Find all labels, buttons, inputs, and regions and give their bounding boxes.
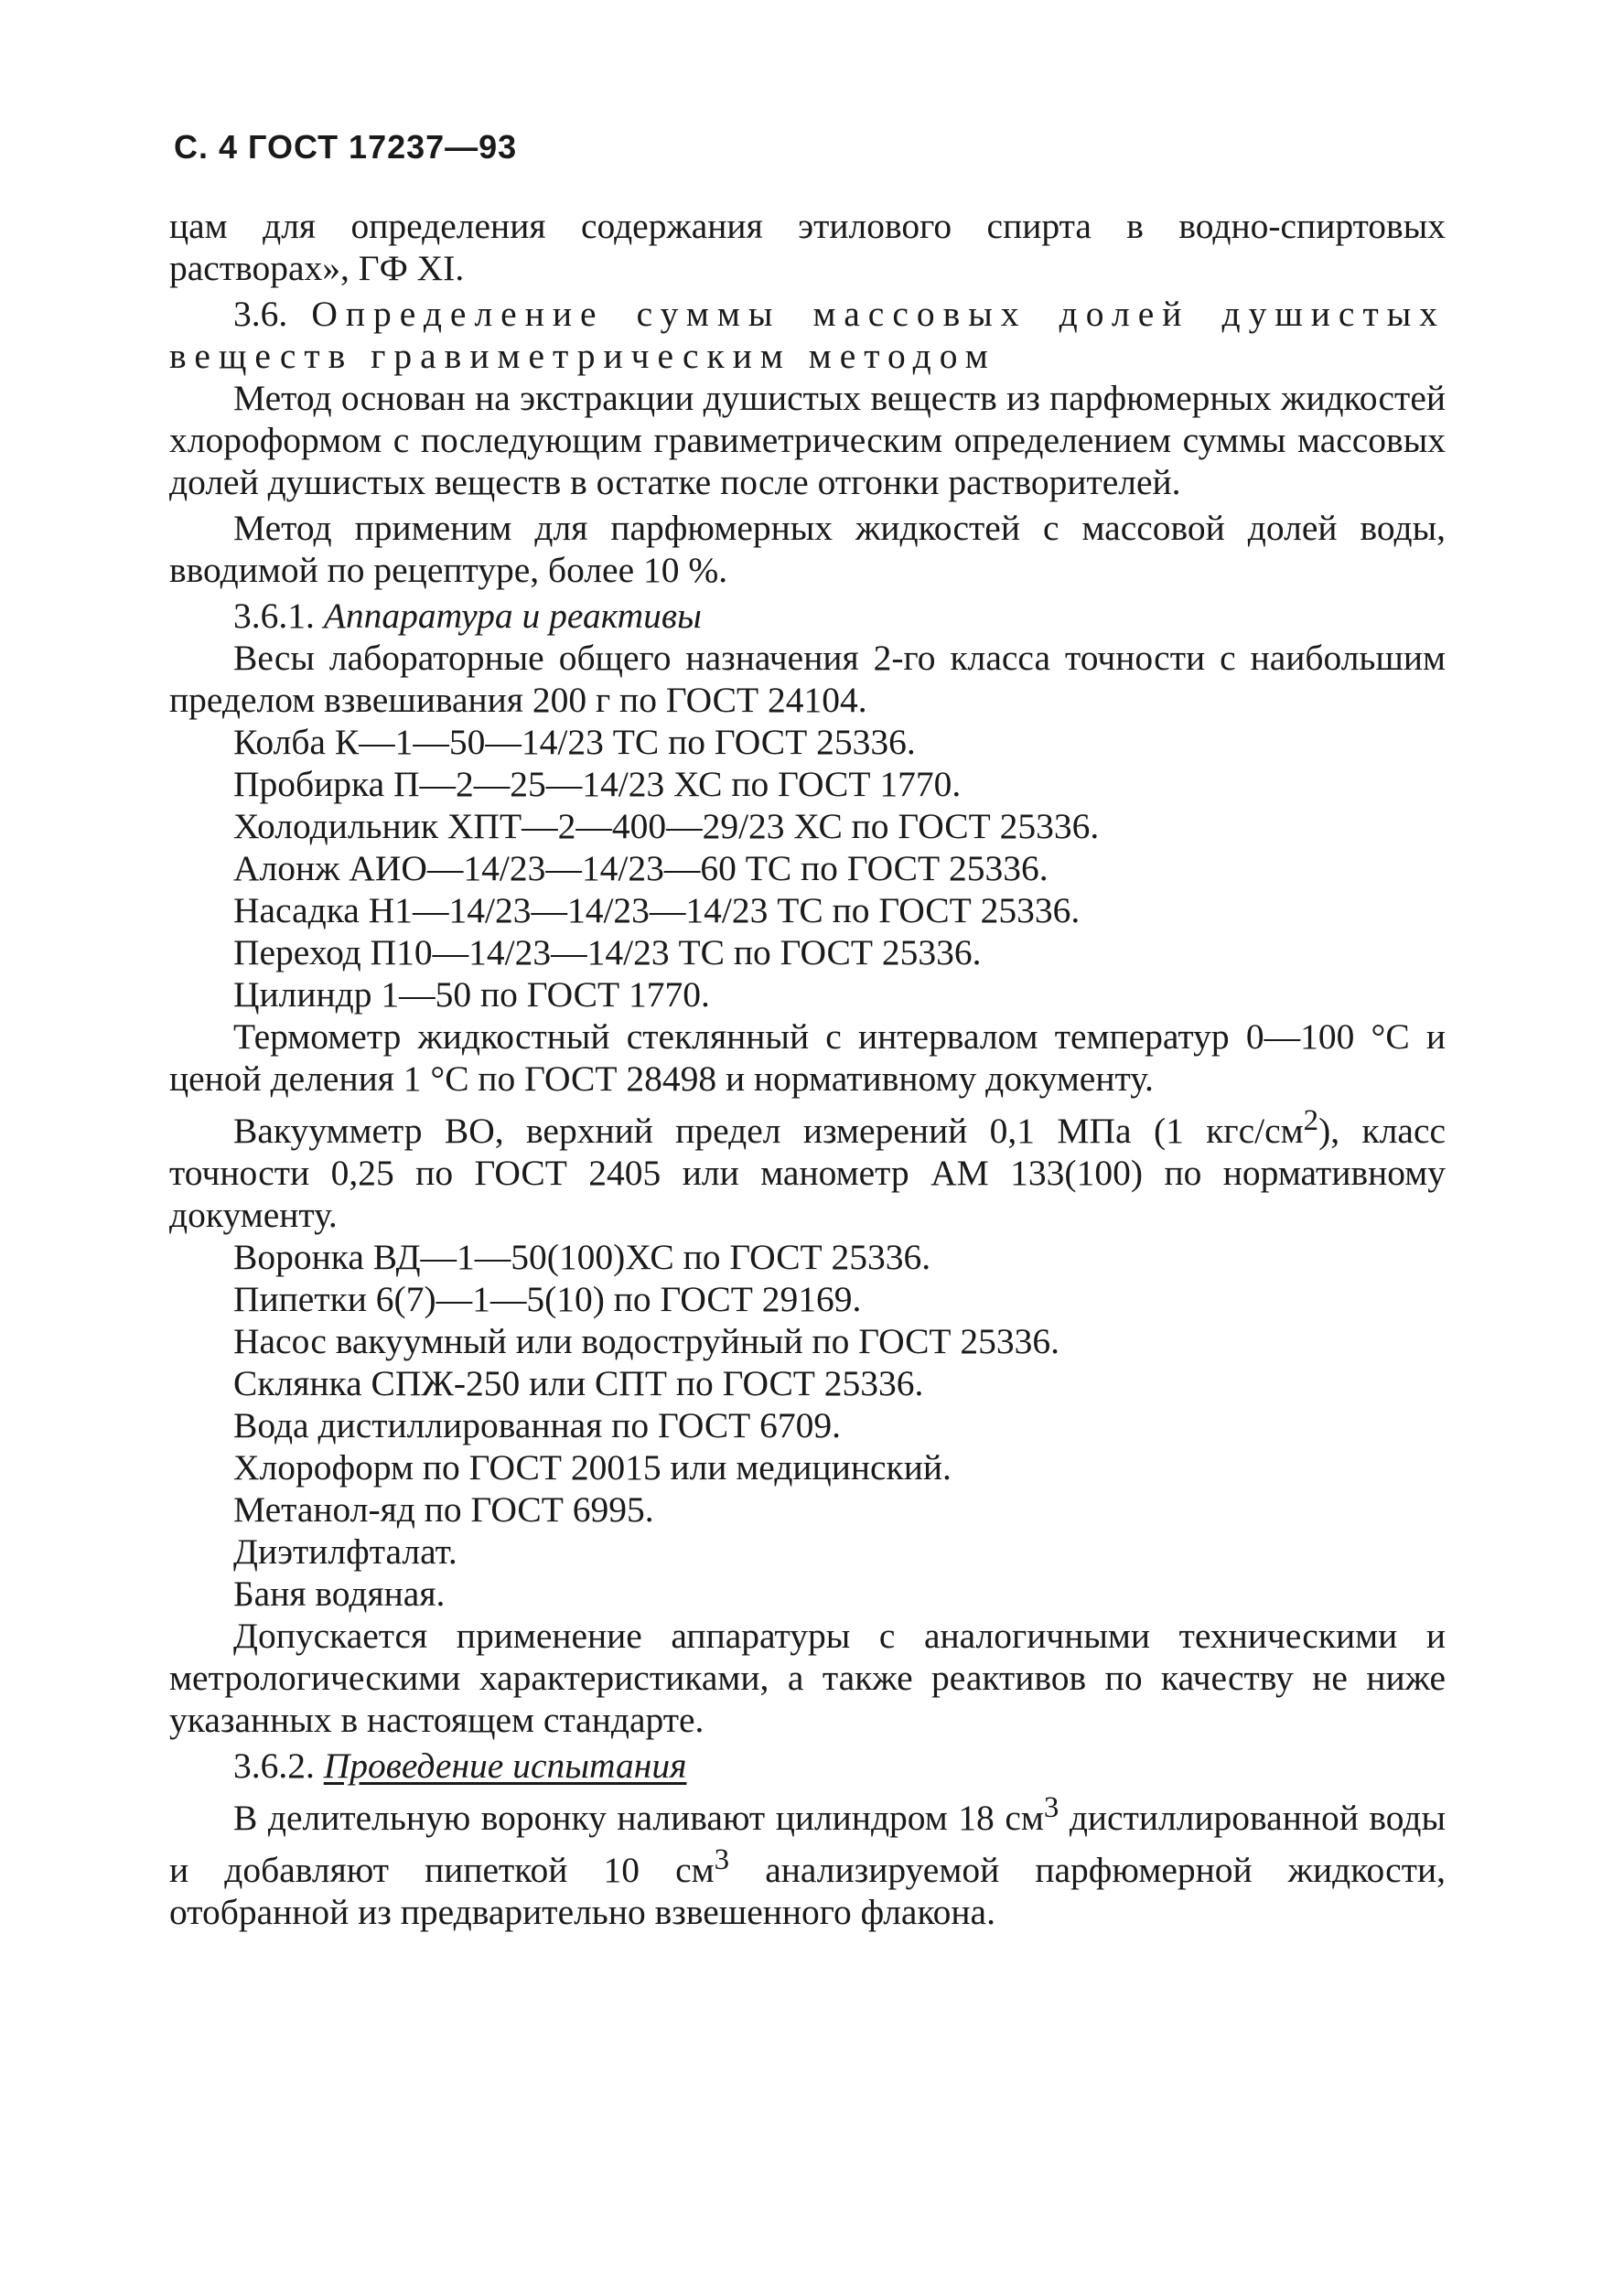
vacuum-text-a: Вакуумметр ВО, верхний предел измерений 0,1 МПа (1 кгс/см bbox=[233, 1111, 1304, 1152]
applicability-paragraph: Метод применим для парфюмерных жидкостей с массовой долей воды, вводимой по рецептуре, более 10 %. bbox=[169, 508, 1446, 590]
thermometer-paragraph: Термометр жидкостный стеклянный с интервалом температур 0—100 °С и ценой деления 1 °С по ГОСТ 28498 и нормативному документу. bbox=[169, 1016, 1446, 1099]
section-title: Проведение испытания bbox=[323, 1746, 687, 1787]
section-number: 3.6.1. bbox=[233, 596, 315, 636]
list-item: Баня водяная. bbox=[233, 1574, 446, 1615]
section-3-6-heading bbox=[169, 293, 1446, 377]
procedure-text-2: дистиллированной воды и добавляют пипеткой 10 см bbox=[169, 1798, 1447, 1891]
scales-paragraph: Весы лабораторные общего назначения 2-го класса точности с наибольшим пределом взвешивания 200 г по ГОСТ 24104. bbox=[169, 638, 1446, 720]
list-item: Холодильник ХПТ—2—400—29/23 ХС по ГОСТ 25336. bbox=[233, 806, 1100, 846]
section-title: Определение суммы массовых долей душистых веществ гравиметрическим методом bbox=[169, 294, 1446, 376]
procedure-paragraph bbox=[169, 1787, 1446, 1933]
procedure-text-3: анализируемой парфюмерной жидкости, отобранной из предварительно взвешенного флакона. bbox=[169, 1850, 1446, 1933]
superscript: 3 bbox=[1043, 1791, 1059, 1825]
list-item: Хлороформ по ГОСТ 20015 или медицинский. bbox=[233, 1447, 952, 1488]
list-item: Метанол-яд по ГОСТ 6995. bbox=[233, 1489, 654, 1531]
superscript: 3 bbox=[714, 1843, 730, 1877]
list-item: Насос вакуумный или водоструйный по ГОСТ 25336. bbox=[233, 1321, 1060, 1362]
list-item: Склянка СПЖ-250 или СПТ по ГОСТ 25336. bbox=[233, 1363, 924, 1404]
intro-paragraph: цам для определения содержания этилового спирта в водно-спиртовых растворах», ГФ XI. bbox=[169, 206, 1446, 288]
vacuum-gauge-paragraph bbox=[169, 1100, 1446, 1236]
section-3-6-2-heading bbox=[169, 1745, 1446, 1787]
list-item: Насадка Н1—14/23—14/23—14/23 ТС по ГОСТ 25336. bbox=[233, 890, 1081, 930]
procedure-text-1: В делительную воронку наливают цилиндром 18 см bbox=[233, 1798, 1044, 1839]
section-number: 3.6. bbox=[233, 294, 288, 334]
section-3-6-1-heading bbox=[169, 595, 1446, 637]
section-title: Аппаратура и реактивы bbox=[323, 596, 702, 636]
superscript: 2 bbox=[1303, 1104, 1319, 1137]
list-item: Диэтилфталат. bbox=[233, 1531, 457, 1573]
allowed-paragraph: Допускается применение аппаратуры с аналогичными техническими и метрологическими характеристиками, а также реактивов по качеству не ниже указанных в настоящем стандарте. bbox=[169, 1616, 1446, 1741]
list-item: Вода дистиллированная по ГОСТ 6709. bbox=[233, 1405, 842, 1446]
list-item: Алонж АИО—14/23—14/23—60 ТС по ГОСТ 25336. bbox=[233, 848, 1049, 888]
page-header: С. 4 ГОСТ 17237—93 bbox=[174, 128, 518, 166]
vacuum-text-b: ), класс точности 0,25 по ГОСТ 2405 или манометр АМ 133(100) по нормативному документу. bbox=[169, 1111, 1447, 1236]
list-item: Пробирка П—2—25—14/23 ХС по ГОСТ 1770. bbox=[233, 764, 962, 804]
section-number: 3.6.2. bbox=[233, 1746, 315, 1787]
list-item: Воронка ВД—1—50(100)ХС по ГОСТ 25336. bbox=[233, 1237, 931, 1278]
list-item: Переход П10—14/23—14/23 ТС по ГОСТ 25336. bbox=[233, 932, 982, 972]
document-body bbox=[169, 205, 1446, 1933]
list-item: Цилиндр 1—50 по ГОСТ 1770. bbox=[233, 974, 710, 1015]
method-paragraph: Метод основан на экстракции душистых веществ из парфюмерных жидкостей хлороформом с последующим гравиметрическим определением суммы массовых долей душистых веществ в остатке после отгонки растворителей. bbox=[169, 378, 1446, 502]
list-item: Колба К—1—50—14/23 ТС по ГОСТ 25336. bbox=[233, 722, 916, 762]
list-item: Пипетки 6(7)—1—5(10) по ГОСТ 29169. bbox=[233, 1279, 862, 1320]
